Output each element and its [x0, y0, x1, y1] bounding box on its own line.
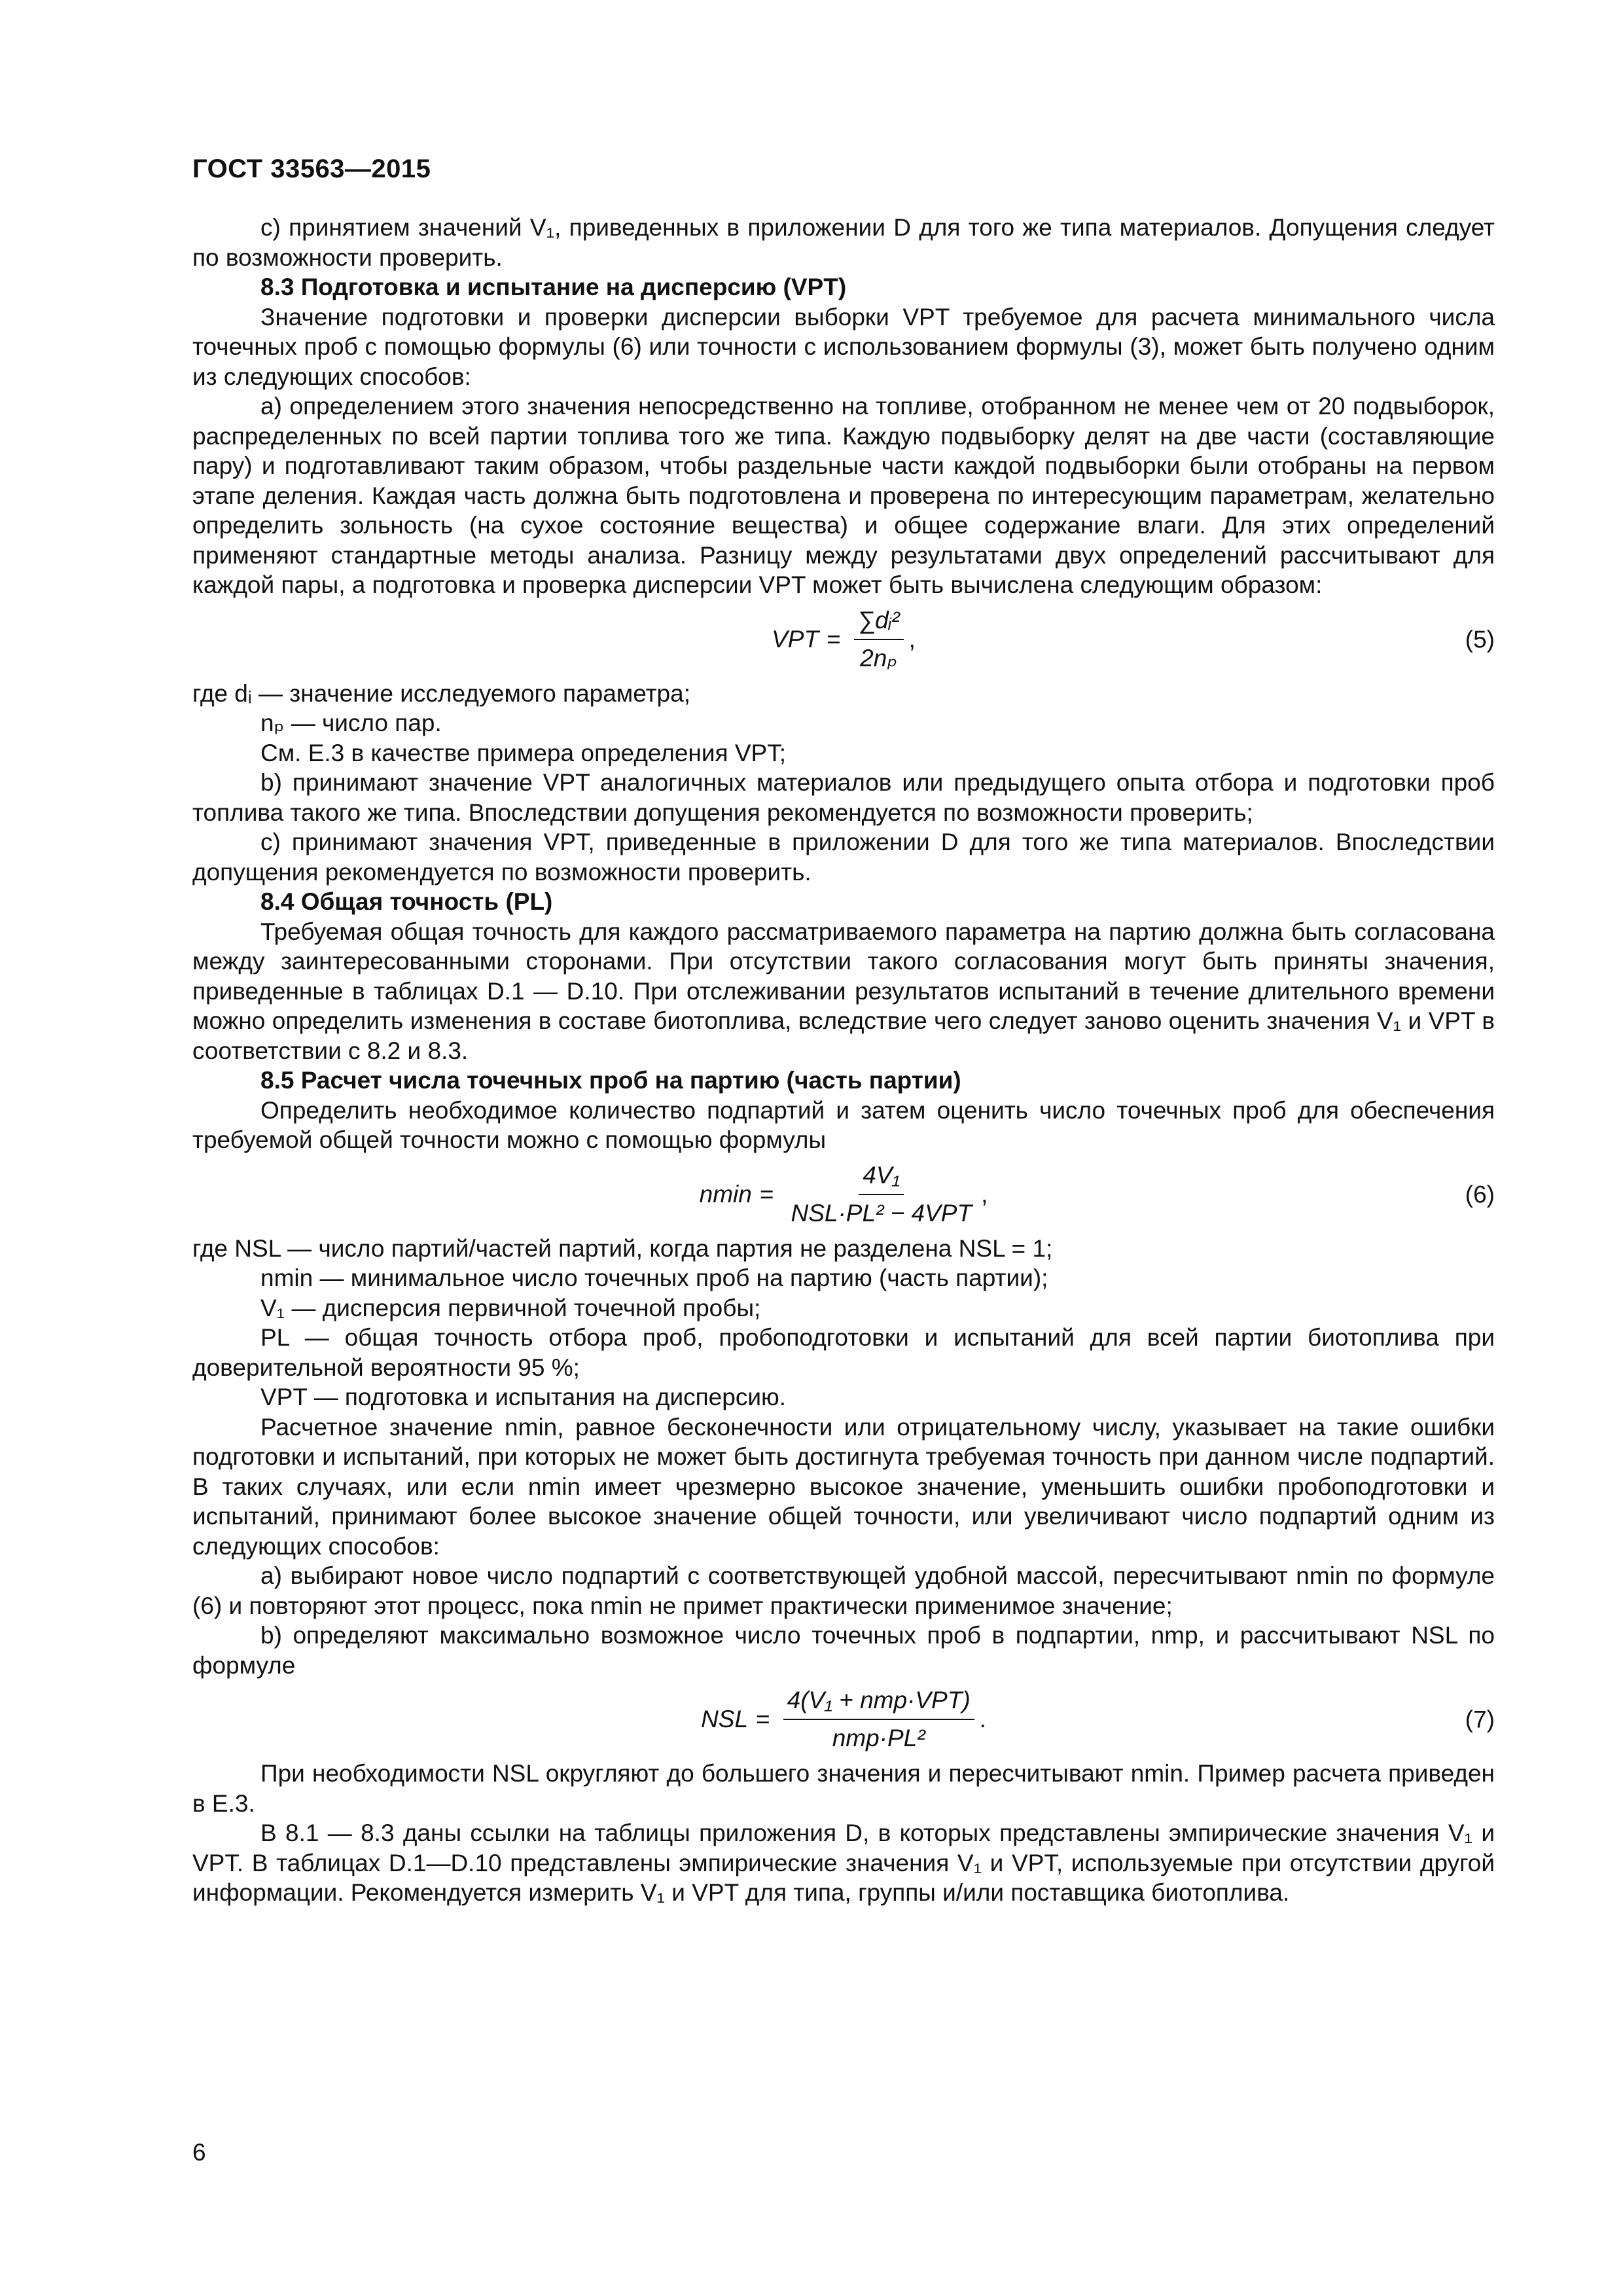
formula-7-numerator: 4(V₁ + nmp·VPT): [783, 1683, 974, 1720]
formula-5-lhs: VPT: [772, 625, 819, 653]
paragraph-method-a: а) определением этого значения непосредственно на топливе, отобранном не менее чем от 20 подвыборок, распределенных по всей партии топлива того же типа. Каждую подвыборку делят на две части (составляющие пару) и подготавливают таким образом, чтобы раздельные части каждой подвыборки были отобраны на первом этапе деления. Каждая часть должна быть подготовлена и проверена по интересующим параметрам, желательно определить зольность (на сухое состояние вещества) и общее содержание влаги. Для этих определений применяют стандартные методы анализа. Разницу между результатами двух определений рассчитывают для каждой пары, а подготовка и проверка дисперсии VPT может быть вычислена следующим образом:: [192, 393, 1495, 598]
paragraph-method-b: b) принимают значение VPT аналогичных материалов или предыдущего опыта отбора и подготовки проб топлива такого же типа. Впоследствии допущения рекомендуется по возможности проверить;: [192, 769, 1495, 826]
paragraph-c-v1: с) принятием значений V₁, приведенных в приложении D для того же типа материалов. Допущения следует по возможности проверить.: [192, 214, 1495, 271]
formula-7-fraction: [783, 1683, 974, 1755]
section-heading-8-5: 8.5 Расчет числа точечных проб на партию (часть партии): [260, 1067, 961, 1094]
paragraph-tables-reference: В 8.1 — 8.3 даны ссылки на таблицы приложения D, в которых представлены эмпирические значения V₁ и VPT. В таблицах D.1—D.10 представлены эмпирические значения V₁ и VPT, используемые при отсутствии другой информации. Рекомендуется измерить V₁ и VPT для типа, группы и/или поставщика биотоплива.: [192, 1820, 1495, 1906]
formula-7-tail: .: [979, 1706, 986, 1733]
formula-6-denominator: NSL·PL² − 4VPT: [791, 1199, 972, 1227]
paragraph-nsl-rounding: При необходимости NSL округляют до большего значения и пересчитывают nmin. Пример расчета приведен в Е.3.: [192, 1760, 1495, 1817]
formula-6-fraction: [787, 1158, 976, 1230]
formula-5-tail: ,: [908, 625, 916, 653]
formula-5-denominator: 2nₚ: [860, 644, 898, 672]
paragraph-overall-precision: Требуемая общая точность для каждого рассматриваемого параметра на партию должна быть согласована между заинтересованными сторонами. При отсутствии такого согласования могут быть приняты значения, приведенные в таблицах D.1 — D.10. При отслеживании результатов испытаний в течение длительного времени можно определить изменения в составе биотоплива, вследствие чего следует заново оценить значения V₁ и VPT в соответствии с 8.2 и 8.3.: [192, 918, 1495, 1064]
formula-6-numerator: 4V₁: [859, 1158, 904, 1195]
formula-7-lhs: NSL: [701, 1706, 749, 1733]
document-header: ГОСТ 33563—2015: [192, 154, 431, 183]
legend-pl: PL — общая точность отбора проб, пробоподготовки и испытаний для всей партии биотоплива при доверительной вероятности 95 %;: [192, 1324, 1495, 1381]
page-number: 6: [192, 2139, 206, 2166]
legend-np: nₚ — число пар.: [260, 709, 442, 736]
legend-nsl: где NSL — число партий/частей партий, когда партия не разделена NSL = 1;: [192, 1234, 1053, 1262]
paragraph-option-b: b) определяют максимально возможное число точечных проб в подпартии, nmp, и рассчитывают NSL по формуле: [192, 1622, 1495, 1679]
formula-7-denominator: nmp·PL²: [832, 1725, 925, 1751]
formula-7: NSL = $\frac{\text{4(V₁ + nmp·VPT)}}{\text{nmp·PL²}}$ . (7): [192, 1680, 1495, 1759]
formula-7-number: (7): [1465, 1706, 1495, 1733]
paragraph-increments-intro: Определить необходимое количество подпартий и затем оценить число точечных проб для обеспечения требуемой общей точности можно с помощью формулы: [192, 1096, 1495, 1153]
formula-6-number: (6): [1465, 1180, 1495, 1208]
legend-nmin: nmin — минимальное число точечных проб на партию (часть партии);: [260, 1265, 1048, 1291]
document-body: [192, 213, 1495, 1908]
formula-6-tail: ,: [981, 1180, 988, 1208]
formula-6-lhs: nmin: [699, 1180, 752, 1208]
formula-5-numerator: ∑dᵢ²: [854, 603, 904, 640]
formula-5-number: (5): [1465, 625, 1495, 653]
section-heading-8-4: 8.4 Общая точность (PL): [260, 888, 553, 915]
legend-di: где dᵢ — значение исследуемого параметра;: [192, 679, 690, 707]
section-heading-8-3: 8.3 Подготовка и испытание на дисперсию (VPT): [260, 274, 847, 300]
legend-v1: V₁ — дисперсия первичной точечной пробы;: [260, 1294, 761, 1321]
formula-5-fraction: [854, 603, 904, 675]
formula-6: nmin = $\frac{\text{4V₁}}{\text{NSL·PL² − 4VPT}}$ , (6): [192, 1155, 1495, 1234]
formula-5: VPT = $\frac{\text{∑dᵢ²}}{\text{2nₚ}}$ , (5): [192, 600, 1495, 679]
paragraph-option-a: а) выбирают новое число подпартий с соответствующей удобной массой, пересчитывают nmin по формуле (6) и повторяют этот процесс, пока nmin не примет практически применимое значение;: [192, 1562, 1495, 1619]
paragraph-vpt-intro: Значение подготовки и проверки дисперсии выборки VPT требуемое для расчета минимального числа точечных проб с помощью формулы (6) или точности с использованием формулы (3), может быть получено одним из следующих способов:: [192, 303, 1495, 390]
paragraph-see-e3: См. Е.3 в качестве примера определения VPT;: [260, 739, 786, 766]
paragraph-method-c: с) принимают значения VPT, приведенные в приложении D для того же типа материалов. Впоследствии допущения рекомендуется по возможности проверить.: [192, 829, 1495, 886]
paragraph-nmin-calc: Расчетное значение nmin, равное бесконечности или отрицательному числу, указывает на такие ошибки подготовки и испытаний, при которых не может быть достигнута требуемая точность при данном числе подпартий. В таких случаях, или если nmin имеет чрезмерно высокое значение, уменьшить ошибки пробоподготовки и испытаний, принимают более высокое значение общей точности, или увеличивают число подпартий одним из следующих способов:: [192, 1413, 1495, 1560]
legend-vpt: VPT — подготовка и испытания на дисперсию.: [260, 1384, 787, 1410]
